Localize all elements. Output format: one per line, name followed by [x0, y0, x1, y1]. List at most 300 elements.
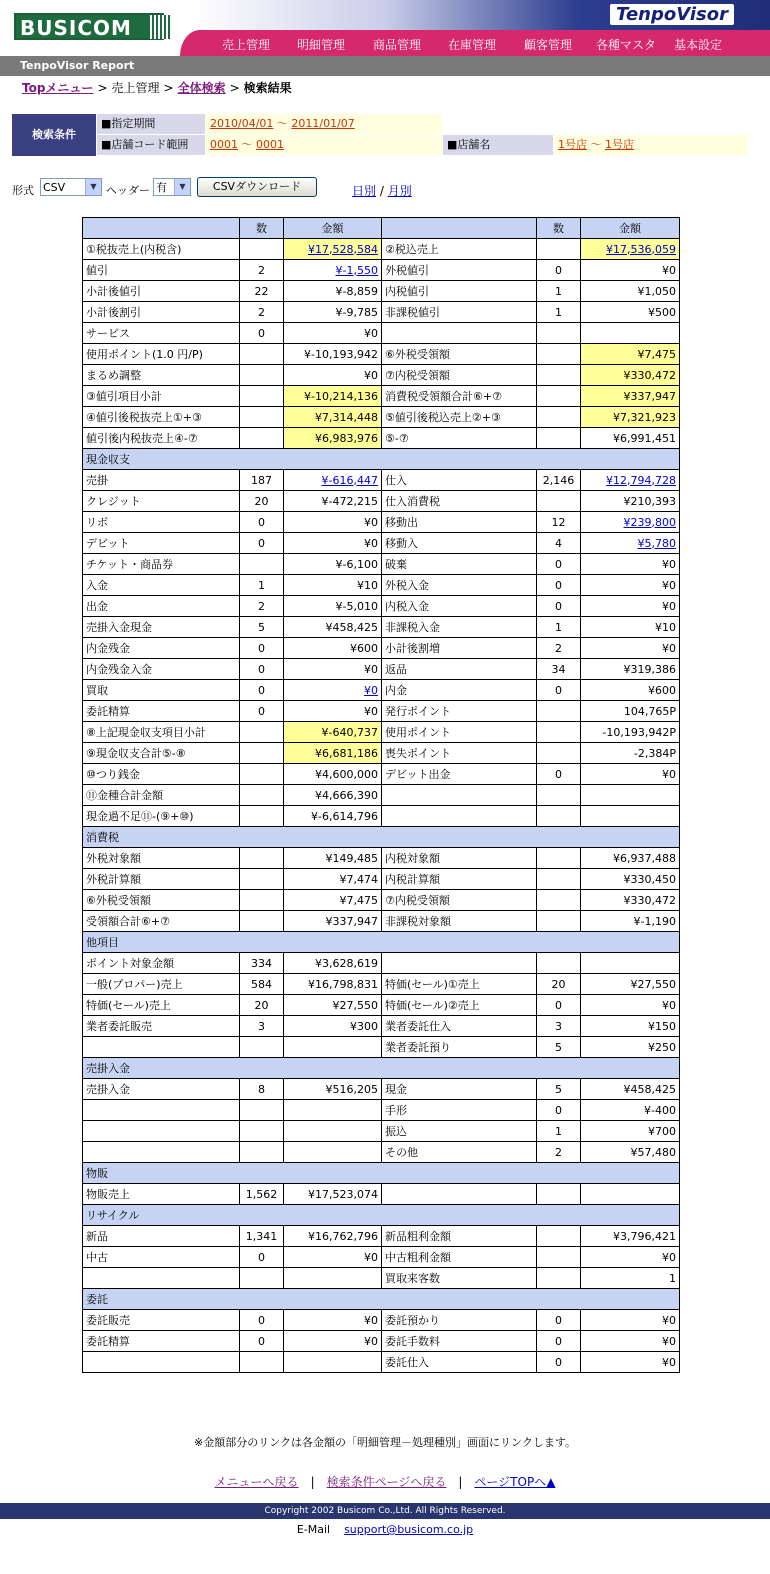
- period-from: 2010/04/01: [210, 117, 274, 130]
- section-title: 委託: [83, 1289, 680, 1310]
- count-cell: 0: [537, 260, 581, 281]
- label-cell: ⑤-⑦: [382, 428, 537, 449]
- count-cell: [537, 428, 581, 449]
- label-cell: ⑥外税受領額: [382, 344, 537, 365]
- chevron-down-icon: ▼: [174, 179, 190, 195]
- count-cell: 0: [240, 512, 284, 533]
- count-cell: 0: [537, 1352, 581, 1373]
- table-row: [83, 869, 680, 890]
- table-row: [83, 281, 680, 302]
- table-row: [83, 953, 680, 974]
- amount-cell: ¥337,947: [581, 386, 680, 407]
- amount-cell: [581, 323, 680, 344]
- label-cell: ②税込売上: [382, 239, 537, 260]
- amount-cell: ¥4,666,390: [284, 785, 382, 806]
- amount-cell: [284, 1100, 382, 1121]
- store-name-label: ■店舗名: [443, 135, 553, 155]
- label-cell: [382, 1184, 537, 1205]
- breadcrumb-search-link[interactable]: 全体検索: [177, 81, 226, 95]
- daily-link[interactable]: 日別: [352, 184, 377, 198]
- table-row: [83, 1037, 680, 1058]
- nav-item-inventory[interactable]: 在庫管理: [448, 38, 497, 52]
- amount-cell: ¥700: [581, 1121, 680, 1142]
- count-cell: 12: [537, 512, 581, 533]
- amount-cell: ¥-10,214,136: [284, 386, 382, 407]
- tilde: 〜: [276, 117, 288, 130]
- amount-cell: [581, 470, 680, 491]
- logo-stripes: [148, 15, 170, 39]
- label-cell: 委託手数料: [382, 1331, 537, 1352]
- table-row: [83, 638, 680, 659]
- count-cell: [537, 323, 581, 344]
- count-cell: [240, 344, 284, 365]
- page-top-link[interactable]: ページTOPへ▲: [474, 1475, 556, 1489]
- label-cell: 売掛入金: [83, 1079, 240, 1100]
- amount-cell: ¥6,681,186: [284, 743, 382, 764]
- count-cell: [240, 1142, 284, 1163]
- amount-cell: ¥27,550: [284, 995, 382, 1016]
- back-to-menu-link[interactable]: メニューへ戻る: [214, 1475, 299, 1489]
- count-cell: 1: [537, 1121, 581, 1142]
- nav-item-details[interactable]: 明細管理: [297, 38, 346, 52]
- amount-cell: -10,193,942P: [581, 722, 680, 743]
- nav-item-settings[interactable]: 基本設定: [674, 38, 723, 52]
- label-cell: 値引後内税抜売上④-⑦: [83, 428, 240, 449]
- section-title: 売掛入金: [83, 1058, 680, 1079]
- label-cell: 使用ポイント: [382, 722, 537, 743]
- count-cell: [240, 1100, 284, 1121]
- count-cell: 0: [537, 680, 581, 701]
- chevron-right-icon: >: [163, 81, 174, 95]
- amount-cell: ¥458,425: [581, 1079, 680, 1100]
- amount-cell: ¥0: [581, 575, 680, 596]
- count-cell: 3: [240, 1016, 284, 1037]
- label-cell: 外税対象額: [83, 848, 240, 869]
- count-cell: [537, 806, 581, 827]
- amount-cell: ¥57,480: [581, 1142, 680, 1163]
- count-cell: 0: [537, 596, 581, 617]
- amount-cell: ¥0: [581, 596, 680, 617]
- amount-cell: ¥27,550: [581, 974, 680, 995]
- count-cell: [537, 239, 581, 260]
- count-cell: 5: [537, 1037, 581, 1058]
- label-cell: 内税対象額: [382, 848, 537, 869]
- amount-cell: ¥3,628,619: [284, 953, 382, 974]
- label-cell: 非課税入金: [382, 617, 537, 638]
- amount-cell: [581, 533, 680, 554]
- amount-cell: [284, 680, 382, 701]
- count-cell: 0: [537, 1310, 581, 1331]
- format-select[interactable]: [40, 178, 102, 196]
- tilde: 〜: [241, 138, 253, 151]
- store-code-to: 0001: [256, 138, 284, 151]
- amount-cell: ¥16,798,831: [284, 974, 382, 995]
- count-cell: [537, 722, 581, 743]
- label-cell: ⑧上記現金収支項目小計: [83, 722, 240, 743]
- period-links: [352, 182, 412, 199]
- label-cell: 移動入: [382, 533, 537, 554]
- label-cell: クレジット: [83, 491, 240, 512]
- table-row: [83, 428, 680, 449]
- count-cell: 2: [240, 260, 284, 281]
- table-row: [83, 722, 680, 743]
- column-header: 金額: [284, 218, 382, 239]
- amount-cell: [581, 512, 680, 533]
- amount-link[interactable]: ¥17,528,584: [308, 242, 378, 256]
- label-cell: 内税入金: [382, 596, 537, 617]
- amount-cell: [284, 1121, 382, 1142]
- amount-cell: ¥0: [284, 1247, 382, 1268]
- label-cell: 使用ポイント(1.0 円/P): [83, 344, 240, 365]
- label-cell: [382, 806, 537, 827]
- amount-cell: [284, 260, 382, 281]
- monthly-link[interactable]: 月別: [387, 184, 412, 198]
- label-cell: ⑩つり銭金: [83, 764, 240, 785]
- count-cell: 1: [537, 281, 581, 302]
- amount-cell: ¥330,450: [581, 869, 680, 890]
- count-cell: [240, 407, 284, 428]
- count-cell: [240, 1268, 284, 1289]
- count-cell: 0: [537, 554, 581, 575]
- amount-cell: ¥0: [581, 1310, 680, 1331]
- amount-link[interactable]: ¥-616,447: [321, 473, 378, 487]
- format-label: 形式: [12, 184, 34, 197]
- count-cell: 0: [240, 680, 284, 701]
- separator: |: [310, 1475, 315, 1489]
- amount-cell: ¥0: [581, 638, 680, 659]
- count-cell: 20: [240, 995, 284, 1016]
- table-row: [83, 554, 680, 575]
- count-cell: 2,146: [537, 470, 581, 491]
- period-label: ■指定期間: [97, 114, 205, 134]
- count-cell: [537, 407, 581, 428]
- label-cell: 外税計算額: [83, 869, 240, 890]
- header: [0, 0, 770, 56]
- nav-item-masters[interactable]: 各種マスタ: [596, 38, 657, 52]
- section-header-row: [83, 449, 680, 470]
- label-cell: ⑨現金収支合計⑤-⑧: [83, 743, 240, 764]
- label-cell: デビット: [83, 533, 240, 554]
- breadcrumb: [22, 79, 292, 96]
- count-cell: 1: [537, 302, 581, 323]
- breadcrumb-sales: 売上管理: [111, 81, 160, 95]
- label-cell: まるめ調整: [83, 365, 240, 386]
- email-label: E-Mail: [296, 1523, 331, 1536]
- table-row: [83, 1142, 680, 1163]
- count-cell: [240, 722, 284, 743]
- table-row: [83, 470, 680, 491]
- header-label: ヘッダー: [106, 184, 150, 197]
- amount-cell: ¥-6,614,796: [284, 806, 382, 827]
- amount-cell: [284, 239, 382, 260]
- amount-cell: ¥4,600,000: [284, 764, 382, 785]
- count-cell: [537, 785, 581, 806]
- count-cell: 0: [537, 1100, 581, 1121]
- label-cell: [83, 1037, 240, 1058]
- amount-cell: [284, 1268, 382, 1289]
- label-cell: [382, 785, 537, 806]
- label-cell: 売掛: [83, 470, 240, 491]
- label-cell: 消費税受領額合計⑥+⑦: [382, 386, 537, 407]
- label-cell: 内税計算額: [382, 869, 537, 890]
- table-row: [83, 1226, 680, 1247]
- section-header-row: [83, 932, 680, 953]
- count-cell: 0: [537, 995, 581, 1016]
- label-cell: 中古: [83, 1247, 240, 1268]
- table-header-row: [83, 218, 680, 239]
- count-cell: 0: [240, 659, 284, 680]
- label-cell: 返品: [382, 659, 537, 680]
- count-cell: [537, 743, 581, 764]
- count-cell: 2: [537, 1142, 581, 1163]
- label-cell: ④値引後税抜売上①+③: [83, 407, 240, 428]
- amount-cell: 104,765P: [581, 701, 680, 722]
- nav-item-customers[interactable]: 顧客管理: [524, 38, 573, 52]
- table-row: [83, 344, 680, 365]
- amount-cell: ¥-1,190: [581, 911, 680, 932]
- amount-cell: 1: [581, 1268, 680, 1289]
- section-header-row: [83, 1163, 680, 1184]
- email-line: [0, 1523, 770, 1536]
- amount-cell: ¥0: [284, 1331, 382, 1352]
- separator: |: [458, 1475, 463, 1489]
- label-cell: 小計後割引: [83, 302, 240, 323]
- amount-cell: ¥0: [284, 365, 382, 386]
- label-cell: ③値引項目小計: [83, 386, 240, 407]
- period-value: [206, 114, 442, 134]
- amount-cell: ¥6,991,451: [581, 428, 680, 449]
- amount-cell: ¥250: [581, 1037, 680, 1058]
- table-row: [83, 386, 680, 407]
- label-cell: ⑤値引後税込売上②+③: [382, 407, 537, 428]
- table-row: [83, 743, 680, 764]
- count-cell: 187: [240, 470, 284, 491]
- count-cell: [537, 1247, 581, 1268]
- amount-cell: ¥7,475: [581, 344, 680, 365]
- amount-cell: ¥330,472: [581, 365, 680, 386]
- result-table: [82, 217, 680, 1373]
- table-row: [83, 1331, 680, 1352]
- count-cell: [240, 428, 284, 449]
- label-cell: 特価(セール)②売上: [382, 995, 537, 1016]
- amount-cell: ¥7,321,923: [581, 407, 680, 428]
- amount-cell: [284, 1037, 382, 1058]
- count-cell: 1,562: [240, 1184, 284, 1205]
- label-cell: 業者委託預り: [382, 1037, 537, 1058]
- count-cell: [537, 344, 581, 365]
- amount-link[interactable]: ¥12,794,728: [606, 473, 676, 487]
- count-cell: 20: [240, 491, 284, 512]
- count-cell: [240, 239, 284, 260]
- amount-cell: ¥6,983,976: [284, 428, 382, 449]
- email-link[interactable]: support@busicom.co.jp: [344, 1523, 474, 1536]
- count-cell: [240, 1037, 284, 1058]
- label-cell: [83, 1142, 240, 1163]
- count-cell: 0: [240, 533, 284, 554]
- amount-link[interactable]: ¥17,536,059: [606, 242, 676, 256]
- table-row: [83, 1268, 680, 1289]
- label-cell: デビット出金: [382, 764, 537, 785]
- store-name-value: [554, 135, 748, 155]
- section-title: 物販: [83, 1163, 680, 1184]
- label-cell: 振込: [382, 1121, 537, 1142]
- amount-link[interactable]: ¥5,780: [637, 536, 676, 550]
- breadcrumb-current: 検索結果: [243, 81, 292, 95]
- amount-cell: ¥-10,193,942: [284, 344, 382, 365]
- amount-cell: ¥16,762,796: [284, 1226, 382, 1247]
- amount-cell: ¥0: [284, 659, 382, 680]
- label-cell: [83, 1100, 240, 1121]
- label-cell: [83, 1352, 240, 1373]
- count-cell: [240, 890, 284, 911]
- section-title: 消費税: [83, 827, 680, 848]
- column-header: [83, 218, 240, 239]
- label-cell: サービス: [83, 323, 240, 344]
- table-row: [83, 533, 680, 554]
- amount-cell: [284, 1142, 382, 1163]
- label-cell: 内税値引: [382, 281, 537, 302]
- amount-cell: ¥600: [581, 680, 680, 701]
- label-cell: 受領額合計⑥+⑦: [83, 911, 240, 932]
- amount-cell: ¥149,485: [284, 848, 382, 869]
- label-cell: [83, 1268, 240, 1289]
- chevron-right-icon: >: [97, 81, 108, 95]
- header-select[interactable]: [153, 178, 191, 196]
- amount-cell: ¥0: [284, 701, 382, 722]
- csv-download-button[interactable]: CSVダウンロード: [197, 177, 317, 197]
- amount-cell: ¥10: [284, 575, 382, 596]
- amount-cell: [581, 785, 680, 806]
- label-cell: 委託精算: [83, 1331, 240, 1352]
- label-cell: 一般(プロパー)売上: [83, 974, 240, 995]
- amount-cell: ¥17,523,074: [284, 1184, 382, 1205]
- count-cell: 2: [537, 638, 581, 659]
- count-cell: 0: [537, 764, 581, 785]
- label-cell: ⑦内税受領額: [382, 365, 537, 386]
- count-cell: [537, 848, 581, 869]
- label-cell: 特価(セール)売上: [83, 995, 240, 1016]
- amount-cell: ¥7,474: [284, 869, 382, 890]
- count-cell: 34: [537, 659, 581, 680]
- count-cell: 5: [537, 1079, 581, 1100]
- table-row: [83, 1121, 680, 1142]
- store-name-from: 1号店: [558, 138, 587, 151]
- amount-cell: [581, 239, 680, 260]
- label-cell: 非課税値引: [382, 302, 537, 323]
- count-cell: 0: [240, 1331, 284, 1352]
- count-cell: [240, 743, 284, 764]
- column-header: 数: [537, 218, 581, 239]
- nav-item-products[interactable]: 商品管理: [373, 38, 422, 52]
- busicom-logo: BUSICOM: [14, 13, 164, 40]
- report-title-bar: TenpoVisor Report: [0, 56, 770, 76]
- amount-cell: ¥500: [581, 302, 680, 323]
- footer-links: [0, 1473, 770, 1490]
- table-row: [83, 1016, 680, 1037]
- column-header: [382, 218, 537, 239]
- count-cell: [240, 1352, 284, 1373]
- amount-cell: ¥0: [581, 1352, 680, 1373]
- count-cell: [537, 890, 581, 911]
- label-cell: 値引: [83, 260, 240, 281]
- amount-link[interactable]: ¥-1,550: [335, 263, 378, 277]
- table-row: [83, 1352, 680, 1373]
- amount-cell: ¥0: [581, 764, 680, 785]
- amount-cell: ¥0: [581, 1331, 680, 1352]
- label-cell: 仕入: [382, 470, 537, 491]
- label-cell: 内金: [382, 680, 537, 701]
- amount-cell: ¥-640,737: [284, 722, 382, 743]
- label-cell: 中古粗利金額: [382, 1247, 537, 1268]
- chevron-down-icon: ▼: [85, 179, 101, 195]
- amount-link[interactable]: ¥0: [364, 683, 378, 697]
- label-cell: 業者委託仕入: [382, 1016, 537, 1037]
- count-cell: [537, 869, 581, 890]
- section-header-row: [83, 1058, 680, 1079]
- table-row: [83, 239, 680, 260]
- count-cell: 0: [537, 1331, 581, 1352]
- label-cell: その他: [382, 1142, 537, 1163]
- count-cell: 8: [240, 1079, 284, 1100]
- count-cell: [240, 806, 284, 827]
- label-cell: 現金: [382, 1079, 537, 1100]
- label-cell: 買取: [83, 680, 240, 701]
- table-row: [83, 764, 680, 785]
- amount-link[interactable]: ¥239,800: [623, 515, 676, 529]
- amount-cell: ¥330,472: [581, 890, 680, 911]
- count-cell: [537, 953, 581, 974]
- label-cell: チケット・商品券: [83, 554, 240, 575]
- amount-cell: ¥319,386: [581, 659, 680, 680]
- label-cell: ①税抜売上(内税含): [83, 239, 240, 260]
- amount-cell: ¥6,937,488: [581, 848, 680, 869]
- count-cell: 3: [537, 1016, 581, 1037]
- label-cell: 新品粗利金額: [382, 1226, 537, 1247]
- link-note: ※金額部分のリンクは各金額の「明細管理－処理種別」画面にリンクします。: [194, 1436, 576, 1449]
- table-row: [83, 680, 680, 701]
- amount-cell: -2,384P: [581, 743, 680, 764]
- label-cell: ポイント対象金額: [83, 953, 240, 974]
- amount-cell: ¥0: [581, 1247, 680, 1268]
- amount-cell: [581, 806, 680, 827]
- table-row: [83, 890, 680, 911]
- count-cell: 1,341: [240, 1226, 284, 1247]
- amount-cell: ¥7,475: [284, 890, 382, 911]
- count-cell: [240, 1121, 284, 1142]
- label-cell: ⑥外税受領額: [83, 890, 240, 911]
- count-cell: [537, 701, 581, 722]
- amount-cell: ¥0: [284, 1310, 382, 1331]
- nav-item-sales[interactable]: 売上管理: [222, 38, 271, 52]
- label-cell: ⑪金種合計金額: [83, 785, 240, 806]
- label-cell: 喪失ポイント: [382, 743, 537, 764]
- amount-cell: ¥-6,100: [284, 554, 382, 575]
- store-code-label: ■店舗コード範囲: [97, 135, 205, 155]
- amount-cell: ¥0: [284, 512, 382, 533]
- label-cell: 委託預かり: [382, 1310, 537, 1331]
- count-cell: 0: [240, 638, 284, 659]
- label-cell: 内金残金: [83, 638, 240, 659]
- count-cell: 334: [240, 953, 284, 974]
- breadcrumb-top-link[interactable]: Topメニュー: [22, 81, 94, 95]
- store-name-to: 1号店: [605, 138, 634, 151]
- count-cell: 0: [537, 575, 581, 596]
- table-row: [83, 260, 680, 281]
- label-cell: 仕入消費税: [382, 491, 537, 512]
- amount-cell: ¥516,205: [284, 1079, 382, 1100]
- back-to-search-link[interactable]: 検索条件ページへ戻る: [326, 1475, 447, 1489]
- label-cell: 入金: [83, 575, 240, 596]
